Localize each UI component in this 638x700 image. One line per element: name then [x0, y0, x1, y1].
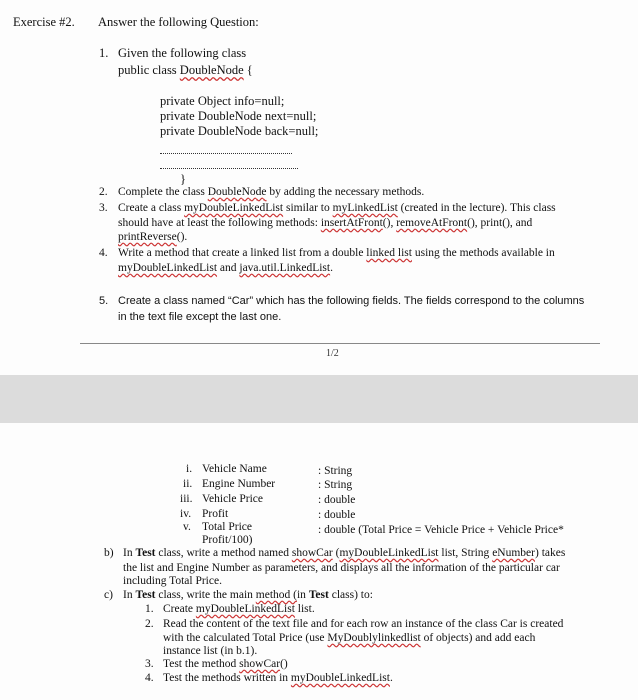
b-label: b) — [104, 547, 114, 559]
page-gap — [0, 375, 638, 423]
field-type: : double (Total Price = Vehicle Price + Vehicle Price* — [318, 524, 564, 536]
field-num: i. — [186, 463, 193, 475]
q3-line2: should have at least the following methods: insertAtFront(), removeAtFront(), print(), and — [118, 217, 533, 229]
c-item-num: 1. — [145, 603, 154, 615]
field-name: Engine Number — [202, 478, 276, 490]
q2-number: 2. — [99, 186, 108, 198]
q1-code-line: private Object info=null; — [160, 94, 285, 108]
c-item-num: 4. — [145, 672, 154, 684]
q1-line2: public class DoubleNode { — [118, 63, 253, 77]
field-num: iii. — [180, 493, 193, 505]
c-item-text: Create myDoubleLinkedList list. — [163, 603, 315, 615]
c-item-text: Test the methods written in myDoubleLinkedList. — [163, 672, 393, 684]
q1-line1: Given the following class — [118, 46, 247, 60]
b-line2: the list and Engine Number as parameters, and displays all the information of the particular car — [123, 562, 560, 574]
page-title: Answer the following Question: — [98, 15, 259, 29]
c-item-num: 3. — [145, 658, 154, 670]
q5-number: 5. — [99, 295, 109, 307]
c-item-text: Read the content of the text file and for each row an instance of the class Car is created — [163, 618, 564, 630]
q1-closing-brace: } — [180, 172, 186, 186]
c-item-text: Test the method showCar() — [163, 658, 288, 670]
field-num: ii. — [183, 478, 193, 490]
dotted-line — [160, 168, 298, 169]
q5-line1: Create a class named “Car” which has the following fields. The fields correspond to the columns — [118, 295, 585, 307]
field-type: : String — [318, 479, 353, 491]
c-item-text: with the calculated Total Price (use MyDoublylinkedlist of objects) and add each — [163, 632, 536, 644]
b-line3: including Total Price. — [123, 575, 222, 587]
c-line1: In Test class, write the main method (in Test class) to: — [123, 589, 373, 601]
field-type: : String — [318, 465, 353, 477]
c-item-text: instance list (in b.1). — [163, 645, 258, 657]
q3-number: 3. — [99, 202, 108, 214]
q3-line1: Create a class myDoubleLinkedList similar to myLinkedList (created in the lecture). This class — [118, 202, 556, 214]
field-num: v. — [183, 521, 191, 533]
q1-code-line: private DoubleNode back=null; — [160, 124, 319, 138]
field-type-continuation: Profit/100) — [202, 534, 253, 546]
q4-number: 4. — [99, 247, 108, 259]
dotted-line — [160, 153, 292, 154]
q1-code-line: private DoubleNode next=null; — [160, 109, 317, 123]
field-name: Total Price — [202, 521, 252, 533]
c-item-num: 2. — [145, 618, 154, 630]
field-name: Vehicle Price — [202, 493, 263, 505]
page-number: 1/2 — [326, 348, 339, 359]
field-num: iv. — [180, 508, 192, 520]
q5-line2: in the text file except the last one. — [118, 311, 282, 323]
field-name: Vehicle Name — [202, 463, 267, 475]
q4-line1: Write a method that create a linked list from a double linked list using the methods available in — [118, 247, 555, 259]
exercise-label: Exercise #2. — [13, 15, 75, 29]
q4-line2: myDoubleLinkedList and java.util.LinkedList. — [118, 262, 333, 274]
q2-text: Complete the class DoubleNode by adding the necessary methods. — [118, 186, 425, 198]
q1-number: 1. — [99, 46, 109, 60]
q3-line3: printReverse(). — [118, 231, 188, 243]
field-type: : double — [318, 494, 356, 506]
field-type: : double — [318, 509, 356, 521]
c-label: c) — [104, 589, 113, 601]
b-line1: In Test class, write a method named showCar (myDoubleLinkedList list, String eNumber) takes — [123, 547, 566, 559]
page-footer-rule — [80, 343, 600, 344]
field-name: Profit — [202, 508, 229, 520]
